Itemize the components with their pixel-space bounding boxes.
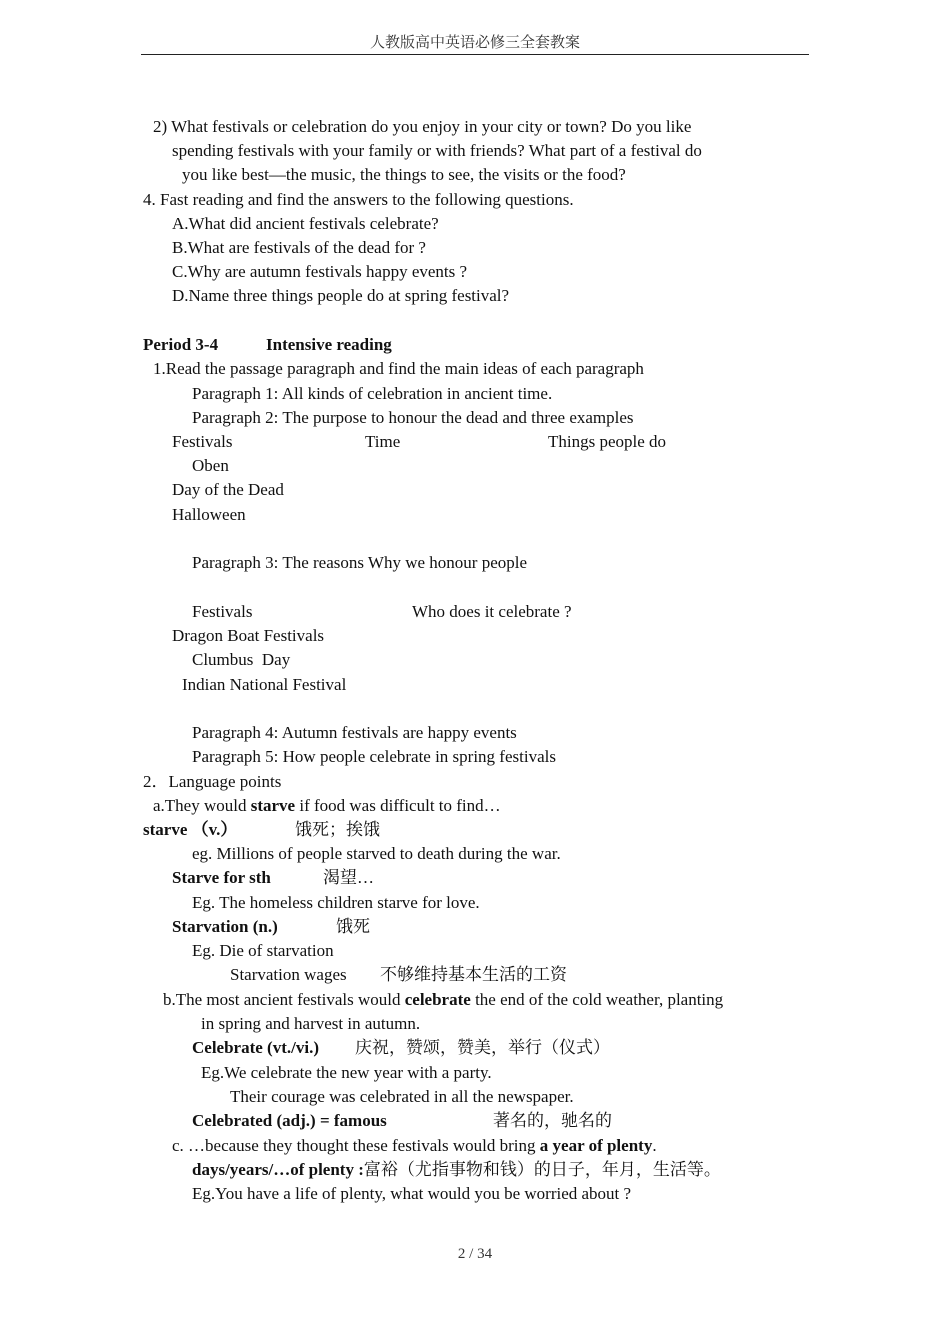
page-number: 2 / 34	[457, 1246, 493, 1262]
table1-row: Day of the Dead	[172, 480, 284, 499]
table2-row: Clumbus Day	[192, 650, 291, 669]
example: Eg. Die of starvation	[192, 941, 334, 960]
paragraph-2-idea: Paragraph 2: The purpose to honour the dead and three examples	[192, 408, 634, 427]
paragraph-3-idea: Paragraph 3: The reasons Why we honour people	[192, 553, 528, 572]
point-a: a.They would starve if food was difficult to find…	[153, 796, 501, 815]
term-celebrate-meaning: 庆祝，赞颂，赞美，举行（仪式）	[355, 1038, 610, 1057]
table2-header-who: Who does it celebrate ?	[412, 602, 572, 621]
example: Eg.We celebrate the new year with a party.	[201, 1063, 492, 1082]
point-c: c. …because they thought these festivals would bring a year of plenty.	[172, 1136, 657, 1155]
point-b: b.The most ancient festivals would celebrate the end of the cold weather, planting	[163, 990, 724, 1009]
question-2-cont: spending festivals with your family or with friends? What part of a festival do	[172, 141, 702, 160]
term-starvation-meaning: 饿死	[336, 917, 370, 936]
table2-row: Dragon Boat Festivals	[172, 626, 325, 645]
term-plenty: days/years/…of plenty :富裕（尤指事物和钱）的日子，年月，生活等。	[192, 1160, 721, 1179]
paragraph-5-idea: Paragraph 5: How people celebrate in spring festivals	[192, 747, 556, 766]
term-celebrate: Celebrate (vt./vi.)	[192, 1038, 319, 1057]
term-celebrated-meaning: 著名的，驰名的	[493, 1111, 612, 1130]
table1-row: Oben	[192, 456, 229, 475]
table1-header-festivals: Festivals	[172, 432, 233, 451]
question-c: C.Why are autumn festivals happy events ?	[172, 262, 468, 281]
section-title: Intensive reading	[266, 335, 392, 354]
fast-reading-heading: 4. Fast reading and find the answers to the following questions.	[143, 190, 574, 209]
term-starve-for-meaning: 渴望…	[323, 868, 374, 887]
table1-row: Halloween	[172, 505, 246, 524]
example-phrase-meaning: 不够维持基本生活的工资	[380, 965, 567, 984]
paragraph-4-idea: Paragraph 4: Autumn festivals are happy events	[192, 723, 517, 742]
term-starvation: Starvation (n.)	[172, 917, 278, 936]
question-b: B.What are festivals of the dead for ?	[172, 238, 426, 257]
page-header: 人教版高中英语必修三全套教案	[141, 32, 809, 55]
task-1: 1.Read the passage paragraph and find the main ideas of each paragraph	[153, 359, 644, 378]
question-2-cont2: you like best—the music, the things to see, the visits or the food?	[182, 165, 626, 184]
example: Eg. The homeless children starve for love.	[192, 893, 480, 912]
language-points-heading: 2．Language points	[143, 772, 282, 791]
table1-header-things: Things people do	[548, 432, 667, 451]
term-starve: starve （v.）	[143, 820, 238, 839]
term-celebrated: Celebrated (adj.) = famous	[192, 1111, 387, 1130]
example: Eg.You have a life of plenty, what would you be worried about ?	[192, 1184, 632, 1203]
period-label: Period 3-4	[143, 335, 219, 354]
question-a: A.What did ancient festivals celebrate?	[172, 214, 439, 233]
table1-header-time: Time	[365, 432, 401, 451]
table2-row: Indian National Festival	[182, 675, 347, 694]
point-b-cont: in spring and harvest in autumn.	[201, 1014, 421, 1033]
term-starve-for: Starve for sth	[172, 868, 271, 887]
example-phrase: Starvation wages	[230, 965, 347, 984]
paragraph-1-idea: Paragraph 1: All kinds of celebration in ancient time.	[192, 384, 553, 403]
term-starve-meaning: 饿死；挨饿	[295, 820, 380, 839]
question-2: 2) What festivals or celebration do you enjoy in your city or town? Do you like	[153, 117, 692, 136]
question-d: D.Name three things people do at spring festival?	[172, 286, 510, 305]
example: Their courage was celebrated in all the newspaper.	[230, 1087, 574, 1106]
example: eg. Millions of people starved to death during the war.	[192, 844, 561, 863]
table2-header-festivals: Festivals	[192, 602, 253, 621]
